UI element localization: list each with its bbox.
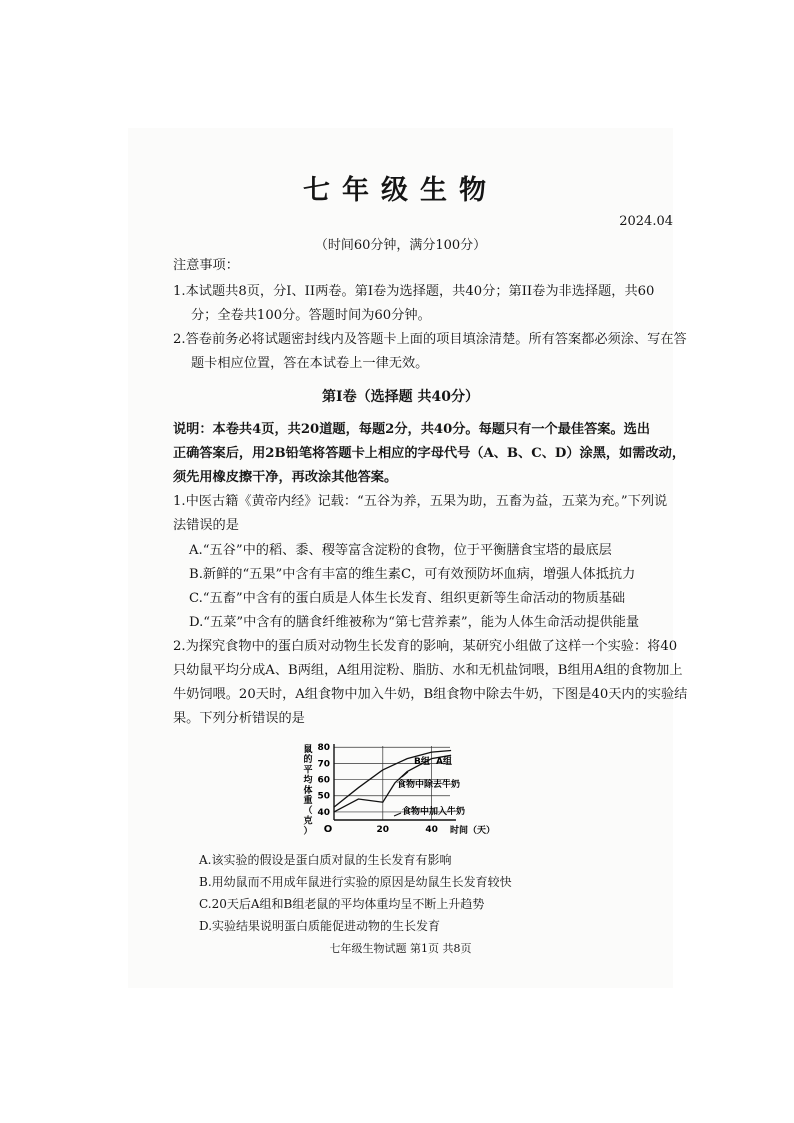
notes-item1-line1: 1.本试题共8页，分I、II两卷。第I卷为选择题，共40分；第II卷为非选择题，共60 (173, 284, 655, 299)
x-tick-label: 40 (425, 825, 438, 835)
notes-heading: 注意事项： (173, 258, 239, 273)
exam-date: 2024.04 (619, 214, 673, 229)
q2-stem-line2: 只幼鼠平均分成A、B两组，A组用淀粉、脂肪、水和无机盐饲喂，B组用A组的食物加上 (173, 663, 683, 678)
series-label-b: B组 (414, 757, 430, 767)
q2-stem-line3: 牛奶饲喂。20天时，A组食物中加入牛奶，B组食物中除去牛奶，下图是40天内的实验结 (173, 687, 688, 702)
section1-desc-line3: 须先用橡皮擦干净，再改涂其他答案。 (173, 470, 398, 485)
q2-option-d: D.实验结果说明蛋白质能促进动物的生长发育 (199, 919, 441, 933)
y-tick-label: 50 (317, 791, 330, 802)
chart-y-ticks (317, 743, 330, 818)
q1-stem-line1: 1.中医古籍《黄帝内经》记载：“五谷为养，五果为助，五畜为益，五菜为充。”下列说 (173, 494, 668, 509)
q1-option-a: A.“五谷”中的稻、黍、稷等富含淀粉的食物，位于平衡膳食宝塔的最底层 (189, 543, 612, 558)
y-tick-label: 60 (317, 775, 330, 786)
exam-page (128, 128, 688, 988)
exam-subtitle: （时间60分钟，满分100分） (314, 238, 487, 253)
q1-option-b: B.新鲜的“五果”中含有丰富的维生素C，可有效预防坏血病，增强人体抵抗力 (189, 567, 636, 582)
chart-origin-label: O (323, 824, 333, 835)
annotation-remove-milk: 食物中除去牛奶 (397, 780, 461, 790)
weight-line-chart (298, 740, 518, 840)
y-tick-label: 70 (317, 759, 330, 770)
q1-option-d: D.“五菜”中含有的膳食纤维被称为“第七营养素”，能为人体生命活动提供能量 (189, 615, 640, 630)
notes-item1-line2: 分；全卷共100分。答题时间为60分钟。 (191, 308, 431, 323)
y-tick-label: 40 (317, 807, 330, 818)
annotation-add-milk: 食物中加入牛奶 (402, 807, 466, 817)
notes-item2-line1: 2.答卷前务必将试题密封线内及答题卡上面的项目填涂清楚。所有答案都必须涂、写在答 (173, 332, 687, 347)
q1-option-c: C.“五畜”中含有的蛋白质是人体生长发育、组织更新等生命活动的物质基础 (189, 591, 626, 606)
chart-xlabel: 时间（天） (450, 826, 496, 836)
page-footer: 七年级生物试题 第1页 共8页 (329, 942, 472, 955)
q2-stem-line1: 2.为探究食物中的蛋白质对动物生长发育的影响，某研究小组做了这样一个实验：将40 (173, 639, 678, 654)
q2-stem-line4: 果。下列分析错误的是 (173, 711, 305, 726)
q1-stem-line2: 法错误的是 (173, 518, 239, 533)
x-tick-label: 20 (376, 825, 390, 835)
q2-option-c: C.20天后A组和B组老鼠的平均体重均呈不断上升趋势 (199, 897, 485, 911)
series-label-a: A组 (436, 757, 452, 767)
y-tick-label: 80 (317, 743, 330, 754)
chart-x-ticks (377, 825, 438, 835)
annotation-arrow-add (394, 813, 401, 816)
q2-option-a: A.该实验的假设是蛋白质对鼠的生长发育有影响 (199, 853, 452, 867)
section1-title: 第I卷（选择题 共40分） (322, 389, 479, 405)
exam-title: 七年级生物 (303, 175, 498, 206)
section1-desc-line1: 说明：本卷共4页，共20道题，每题2分，共40分。每题只有一个最佳答案。选出 (173, 422, 651, 437)
q2-option-b: B.用幼鼠而不用成年鼠进行实验的原因是幼鼠生长发育较快 (199, 875, 512, 889)
chart-ylabel: 鼠的平均体重（克） (303, 745, 313, 837)
notes-item2-line2: 题卡相应位置，答在本试卷上一律无效。 (191, 356, 429, 371)
series-line-b (334, 751, 451, 808)
section1-desc-line2: 正确答案后，用2B铅笔将答题卡上相应的字母代号（A、B、C、D）涂黑，如需改动， (173, 446, 686, 461)
